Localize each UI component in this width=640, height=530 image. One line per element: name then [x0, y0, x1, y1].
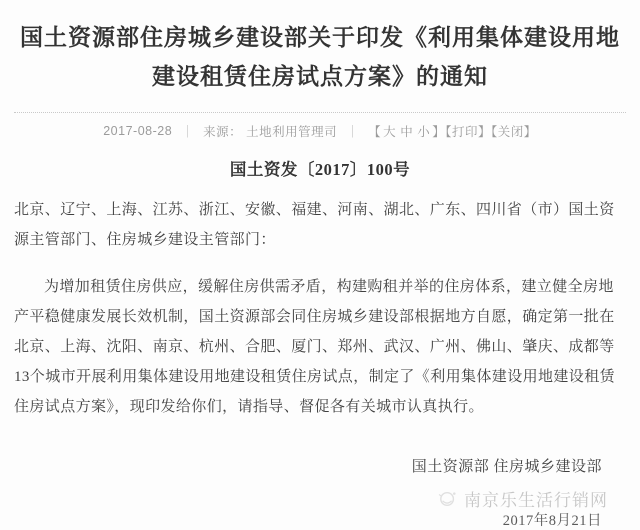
article-date: 2017年8月21日 — [502, 513, 602, 529]
article-title: 国土资源部住房城乡建设部关于印发《利用集体建设用地建设租赁住房试点方案》的通知 — [20, 25, 620, 89]
meta-separator: ｜ — [181, 125, 195, 139]
font-size-small-button[interactable]: 小 — [417, 125, 431, 139]
watermark-row — [14, 486, 626, 511]
meta-separator: ｜ — [346, 125, 360, 139]
article-page — [0, 18, 640, 529]
watermark-site-name: 南京乐生活行销网 — [464, 491, 608, 510]
print-button[interactable]: 【打印】 — [445, 125, 491, 139]
signature-line: 国土资源部 住房城乡建设部 — [411, 459, 602, 475]
publish-date: 2017-08-28 — [103, 124, 173, 138]
font-size-bracket-close: 】 — [432, 125, 446, 139]
paragraph-addressees: 北京、辽宁、上海、江苏、浙江、安徽、福建、河南、湖北、广东、四川省（市）国土资源主管部门、住房城乡建设主管部门： — [14, 202, 615, 248]
paragraph-main: 为增加租赁住房供应，缓解住房供需矛盾，构建购租并举的住房体系，建立健全房地产平稳健康发展长效机制，国土资源部会同住房城乡建设部根据地方自愿，确定第一批在北京、上海、沈阳、南京、杭州、合肥、厦门、郑州、武汉、广州、佛山、肇庆、成都等13个城市开展利用集体建设用地建设租赁住房试点，制定了《利用集体建设用地建设租赁住房试点方案》，现印发给你们，请指导、督促各有关城市认真执行。 — [14, 279, 616, 415]
source-label: 来源： — [203, 125, 243, 139]
document-number: 国土资发〔2017〕100号 — [229, 160, 411, 179]
source-link[interactable]: 土地利用管理司 — [246, 125, 338, 139]
font-size-bracket-open: 【 — [368, 125, 382, 139]
font-size-large-button[interactable]: 大 — [383, 125, 397, 139]
smiley-sun-logo-icon — [437, 490, 459, 508]
article-meta — [14, 113, 626, 140]
font-size-medium-button[interactable]: 中 — [400, 125, 414, 139]
close-button[interactable]: 【关闭】 — [491, 125, 537, 139]
